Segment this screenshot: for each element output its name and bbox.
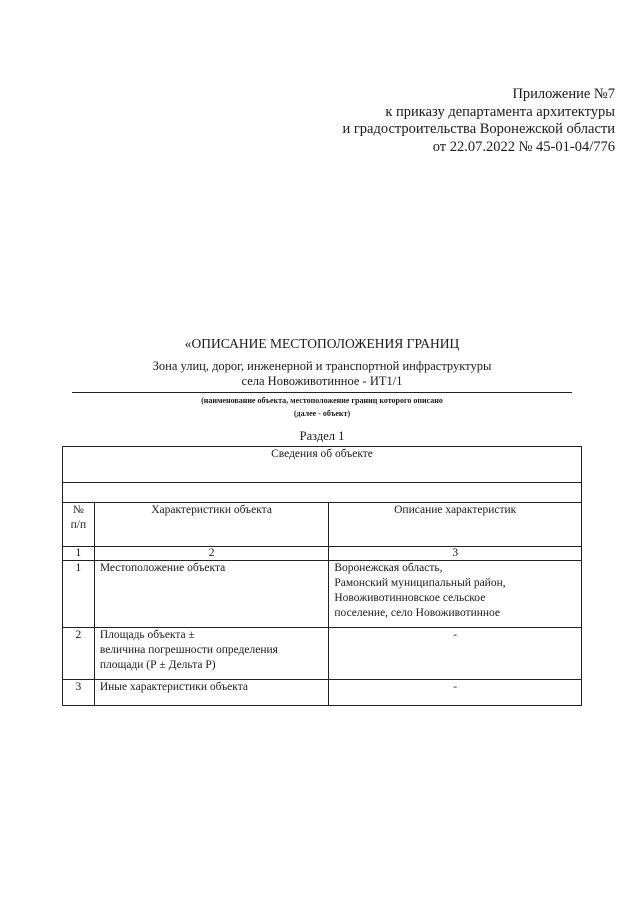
object-caption: (наименование объекта, местоположение границ которого описано <box>201 396 443 405</box>
table-row <box>63 680 582 706</box>
table-spacer-row <box>63 483 582 503</box>
characteristic-line: Площадь объекта ± <box>99 629 195 641</box>
document-title-block <box>62 336 582 444</box>
appendix-line: Приложение №7 <box>512 86 615 102</box>
table-row <box>63 561 582 628</box>
appendix-line: к приказу департамента архитектуры <box>385 103 615 120</box>
column-index: 1 <box>63 547 95 561</box>
row-characteristic <box>94 628 329 680</box>
object-info-table <box>62 446 582 706</box>
row-description <box>329 561 582 628</box>
row-description: - <box>329 680 582 706</box>
description-line: Воронежская область, <box>334 562 443 574</box>
column-header-characteristics: Характеристики объекта <box>94 503 329 547</box>
object-caption: (далее - объект) <box>293 409 351 418</box>
description-line: Рамонский муниципальный район, <box>334 577 506 589</box>
column-header-number-line: п/п <box>70 519 87 531</box>
appendix-line: и градостроительства Воронежской области <box>342 121 615 137</box>
table-heading-row <box>63 447 582 483</box>
row-number: 3 <box>63 680 95 706</box>
table-heading: Сведения об объекте <box>63 447 582 483</box>
object-name-line: Зона улиц, дорог, инженерной и транспортной инфраструктуры <box>152 359 492 373</box>
table-empty-cell <box>63 483 582 503</box>
characteristic-line: площади (Р ± Дельта Р) <box>99 659 216 671</box>
row-number: 1 <box>63 561 95 628</box>
row-characteristic: Местоположение объекта <box>94 561 329 628</box>
description-line: Новоживотинновское сельское <box>334 592 486 604</box>
column-index: 2 <box>94 547 329 561</box>
characteristic-line: величина погрешности определения <box>99 644 278 656</box>
table-row <box>63 628 582 680</box>
object-name-line: села Новоживотинное - ИТ1/1 <box>241 374 403 388</box>
row-characteristic: Иные характеристики объекта <box>94 680 329 706</box>
column-header-number <box>63 503 95 547</box>
column-header-number-line: № <box>72 504 84 516</box>
document-title: «ОПИСАНИЕ МЕСТОПОЛОЖЕНИЯ ГРАНИЦ <box>184 336 460 351</box>
row-number: 2 <box>63 628 95 680</box>
row-description: - <box>329 628 582 680</box>
description-line: поселение, село Новоживотинное <box>334 607 501 619</box>
underline-rule <box>72 392 572 393</box>
table-index-row <box>63 547 582 561</box>
column-header-description: Описание характеристик <box>329 503 582 547</box>
appendix-line: от 22.07.2022 № 45-01-04/776 <box>432 138 615 155</box>
column-index: 3 <box>329 547 582 561</box>
table-column-header-row <box>63 503 582 547</box>
appendix-block <box>342 86 615 156</box>
section-label: Раздел 1 <box>299 429 345 443</box>
